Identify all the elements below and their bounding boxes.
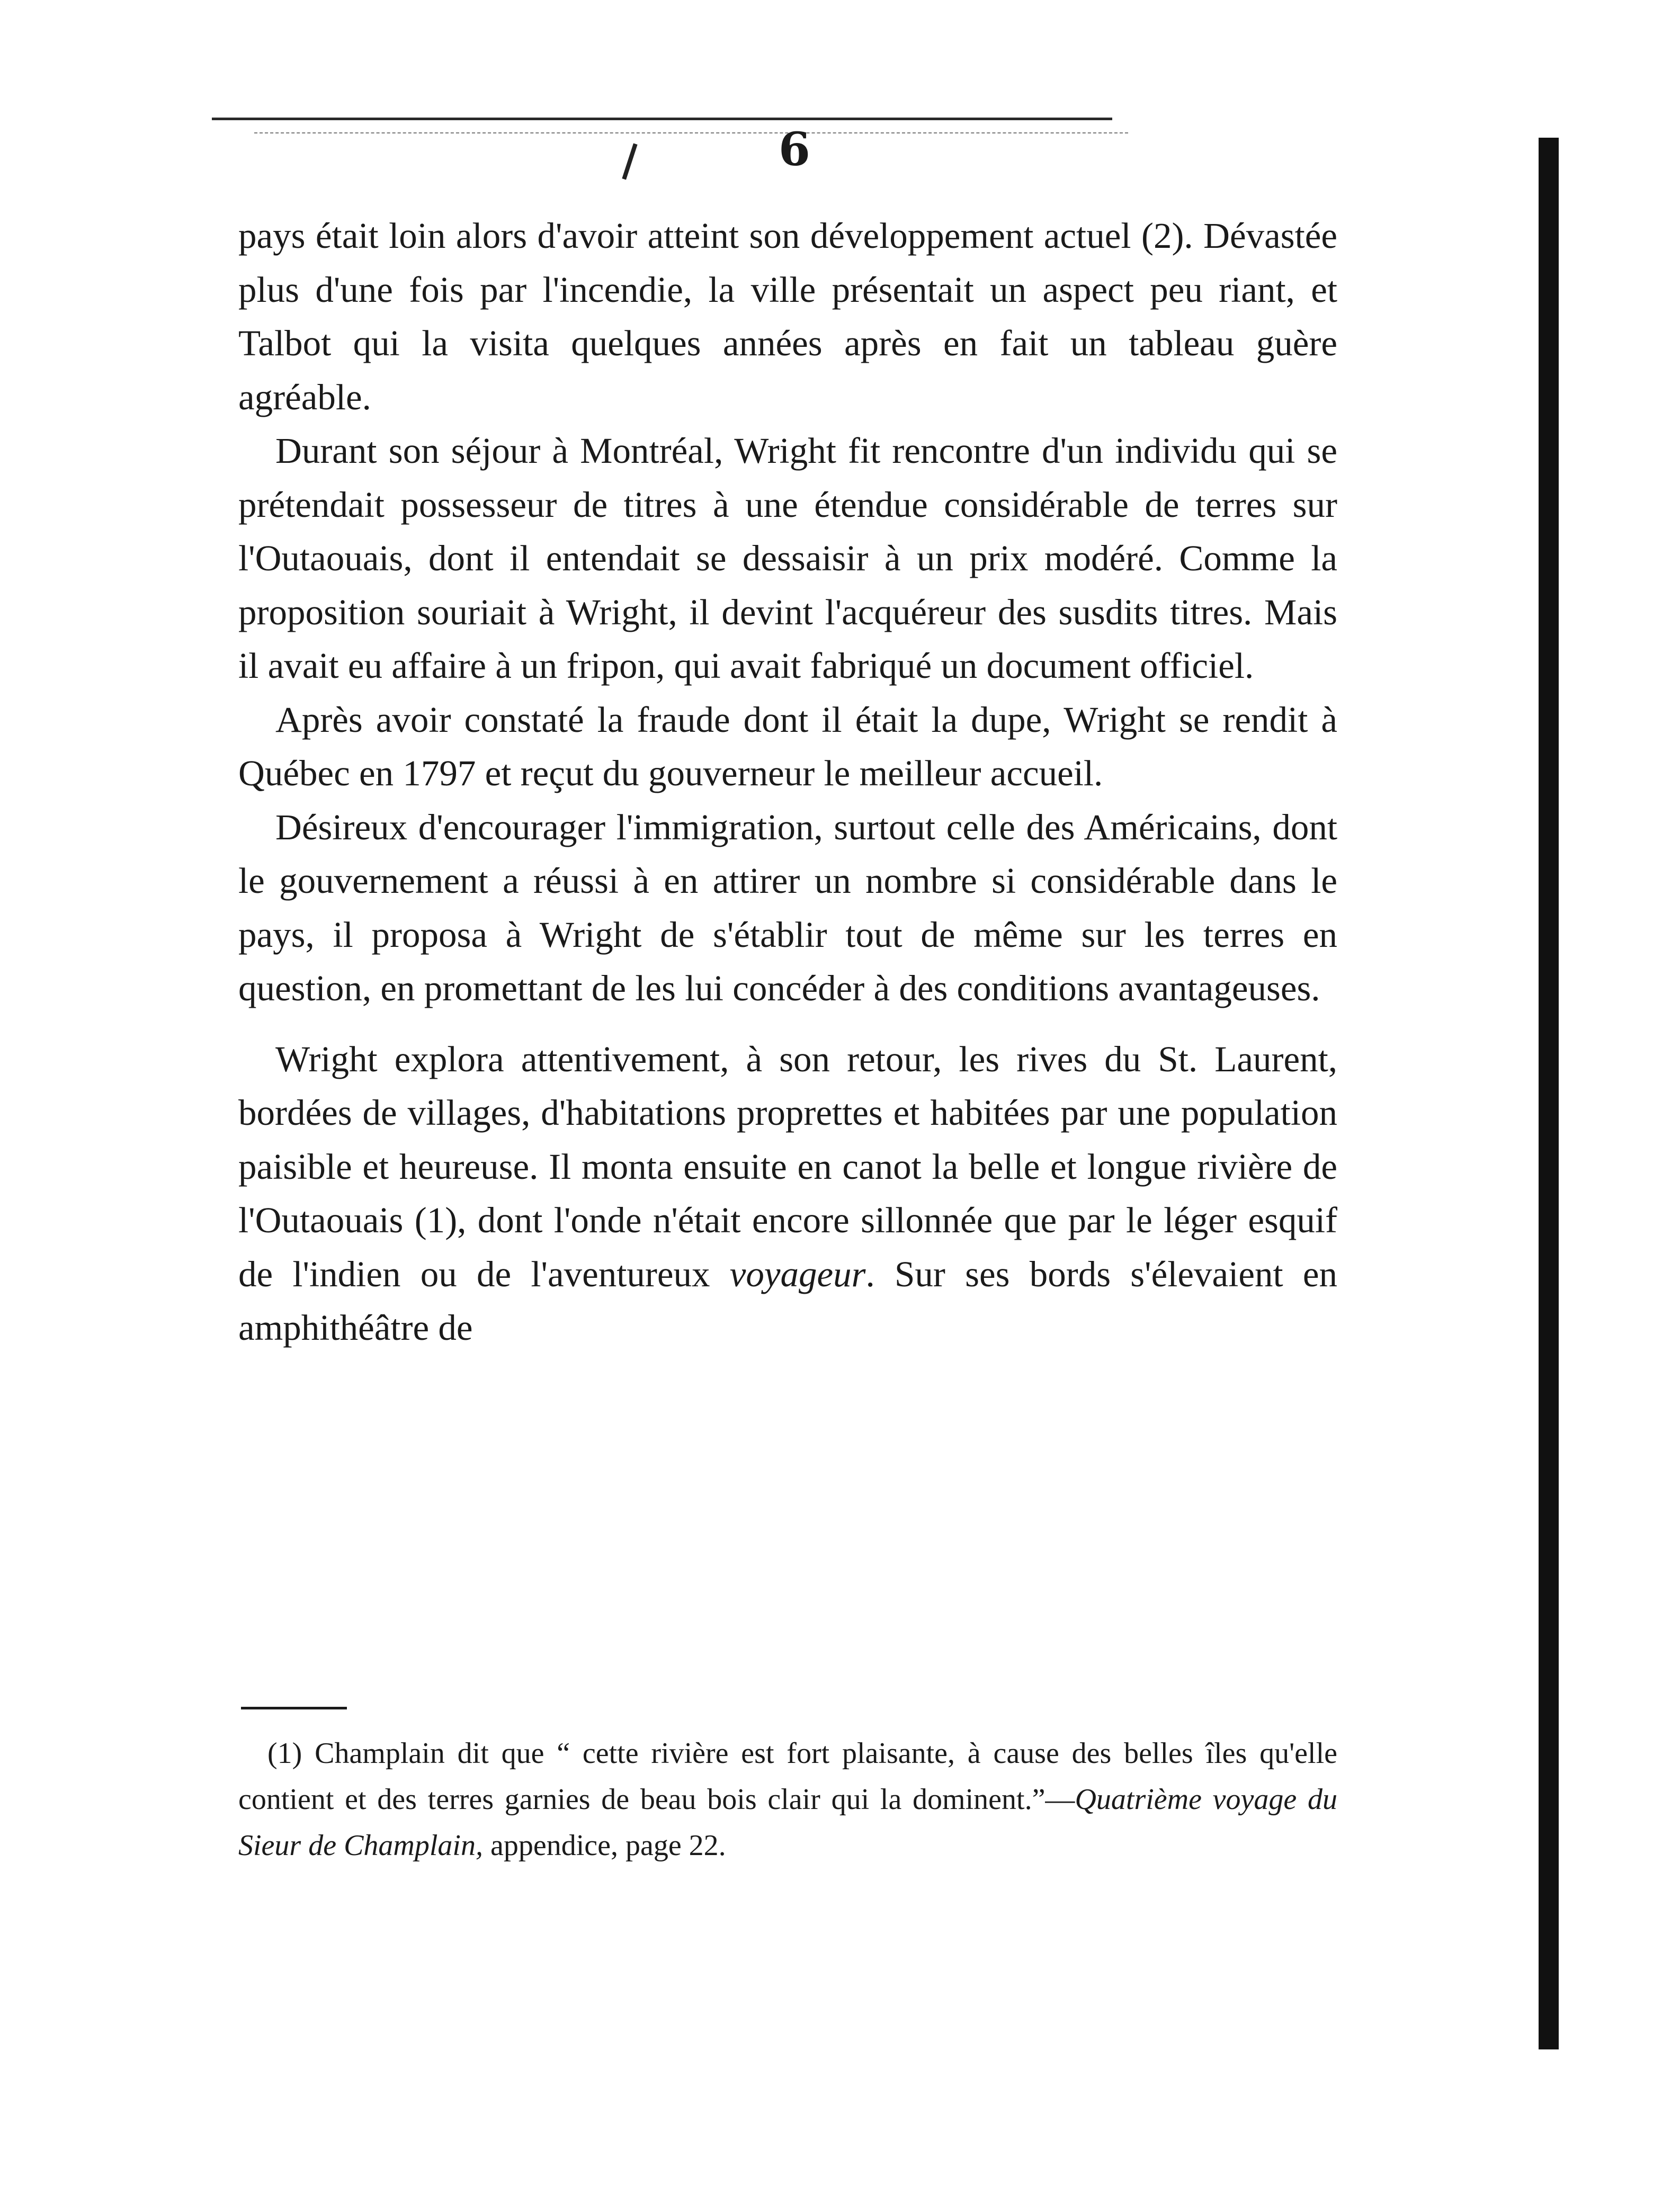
footnote-text: (1) Champlain dit que “ cette rivière est fort plaisante, à cause des belles îles qu'elle contient et des terres garnies de beau bois clair qui la dominent.”— xyxy=(238,1737,1337,1816)
footnote-reference: Quatrième voyage du Sieur de Champlain, xyxy=(238,1783,1337,1862)
page-number: 6 xyxy=(779,123,810,176)
footnote xyxy=(238,1731,1337,1869)
footnote-rule xyxy=(241,1707,347,1709)
paragraph-text: . Sur ses bords s'élevaient en amphithéâtre de xyxy=(238,1253,1337,1348)
paragraph: pays était loin alors d'avoir atteint son développement actuel (2). Dévastée plus d'une fois par l'incendie, la ville présentait un aspect peu riant, et Talbot qui la visita quelques années après en fait un tableau guère agréable. xyxy=(238,216,1337,417)
paragraph: Durant son séjour à Montréal, Wright fit rencontre d'un individu qui se prétendait possesseur de titres à une étendue considérable de terres sur l'Outaouais, dont il entendait se dessaisir à un prix modéré. Comme la proposition souriait à Wright, il devint l'acquéreur des susdits titres. Mais il avait eu affaire à un fripon, qui avait fabriqué un document officiel. xyxy=(238,431,1337,686)
paragraph-text: Wright explora attentivement, à son retour, les rives du St. Laurent, bordées de villages, d'habitations proprettes et habitées par une population paisible et heureuse. Il monta ensuite en canot la belle et longue rivière de l'Outaouais (1), dont l'onde n'était encore sillonnée que par le léger esquif de l'indien ou de l'aventureux xyxy=(238,1038,1337,1294)
italic-word: voyageur xyxy=(729,1253,866,1294)
page-edge-shadow xyxy=(1539,138,1559,2049)
paragraph xyxy=(238,1033,1337,1355)
ink-mark xyxy=(622,143,637,180)
paragraph: Désireux d'encourager l'immigration, surtout celle des Américains, dont le gouvernement a réussi à en attirer un nombre si considérable dans le pays, il proposa à Wright de s'établir tout de même sur les terres en question, en promettant de les lui concéder à des conditions avantageuses. xyxy=(238,807,1337,1008)
header-rule xyxy=(212,118,1112,120)
footnote-suffix: appendice, page 22. xyxy=(482,1829,726,1862)
body-text xyxy=(238,209,1337,1355)
header-rule-faint xyxy=(254,132,1128,133)
paragraph: Après avoir constaté la fraude dont il était la dupe, Wright se rendit à Québec en 1797 et reçut du gouverneur le meilleur accueil. xyxy=(238,699,1337,793)
